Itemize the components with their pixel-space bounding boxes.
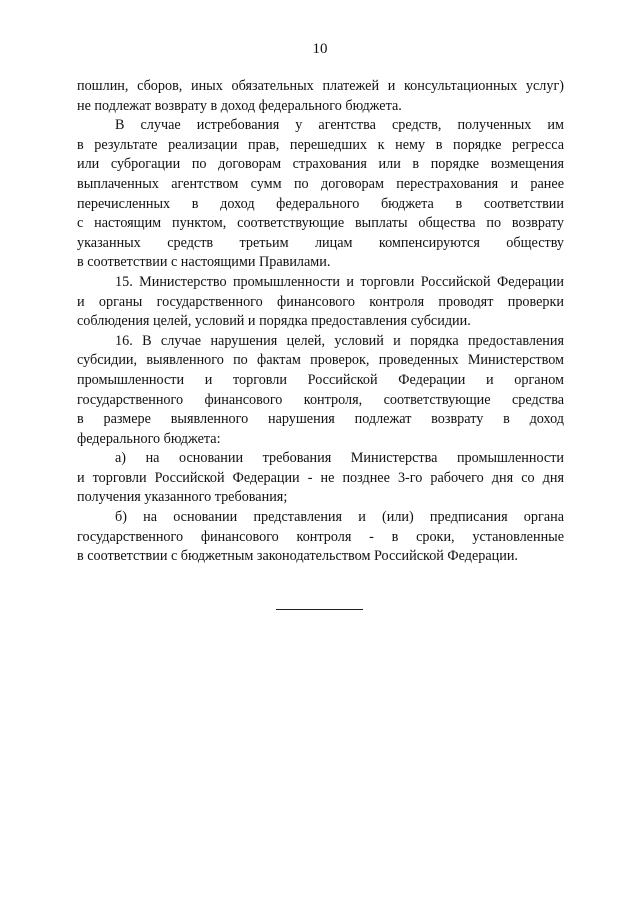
text-line: с настоящим пунктом, соответствующие выплаты общества по возврату [77, 215, 564, 232]
text-line: 15. Министерство промышленности и торговли Российской Федерации [115, 273, 564, 290]
text-line: получения указанного требования; [77, 489, 288, 506]
text-line: соблюдения целей, условий и порядка предоставления субсидии. [77, 313, 471, 330]
text-line: а) на основании требования Министерства промышленности [115, 450, 564, 467]
text-line: перечисленных в доход федерального бюджета в соответствии [77, 195, 564, 212]
text-line: выплаченных агентством сумм по договорам перестрахования и ранее [77, 175, 564, 192]
text-line: и органы государственного финансового контроля проводят проверки [77, 293, 564, 310]
text-line: государственного финансового контроля - в сроки, установленные [77, 528, 564, 545]
text-line: пошлин, сборов, иных обязательных платежей и консультационных услуг) [77, 78, 564, 94]
end-separator-line [276, 609, 363, 610]
text-line: федерального бюджета: [77, 430, 221, 447]
text-line: или суброгации по договорам страхования или в порядке возмещения [77, 156, 564, 173]
text-line: не подлежат возврату в доход федерального бюджета. [77, 97, 402, 114]
page-number: 10 [312, 41, 328, 57]
text-line: в размере выявленного нарушения подлежат возврату в доход [77, 411, 564, 428]
text-line: 16. В случае нарушения целей, условий и порядка предоставления [115, 332, 564, 349]
text-line: государственного финансового контроля, соответствующие средства [77, 391, 564, 408]
document-body [77, 77, 564, 567]
text-line: промышленности и торговли Российской Федерации и органом [77, 371, 564, 388]
text-line: в результате реализации прав, перешедших к нему в порядке регресса [77, 136, 564, 153]
text-line: субсидии, выявленного по фактам проверок, проведенных Министерством [77, 352, 564, 369]
text-line: в соответствии с бюджетным законодательством Российской Федерации. [77, 548, 518, 565]
text-line: б) на основании представления и (или) предписания органа [115, 509, 564, 526]
text-line: В случае истребования у агентства средств, полученных им [115, 117, 564, 134]
text-line: указанных средств третьим лицам компенсируются обществу [77, 234, 564, 251]
text-line: в соответствии с настоящими Правилами. [77, 254, 331, 271]
text-line: и торговли Российской Федерации - не позднее 3-го рабочего дня со дня [77, 469, 564, 486]
